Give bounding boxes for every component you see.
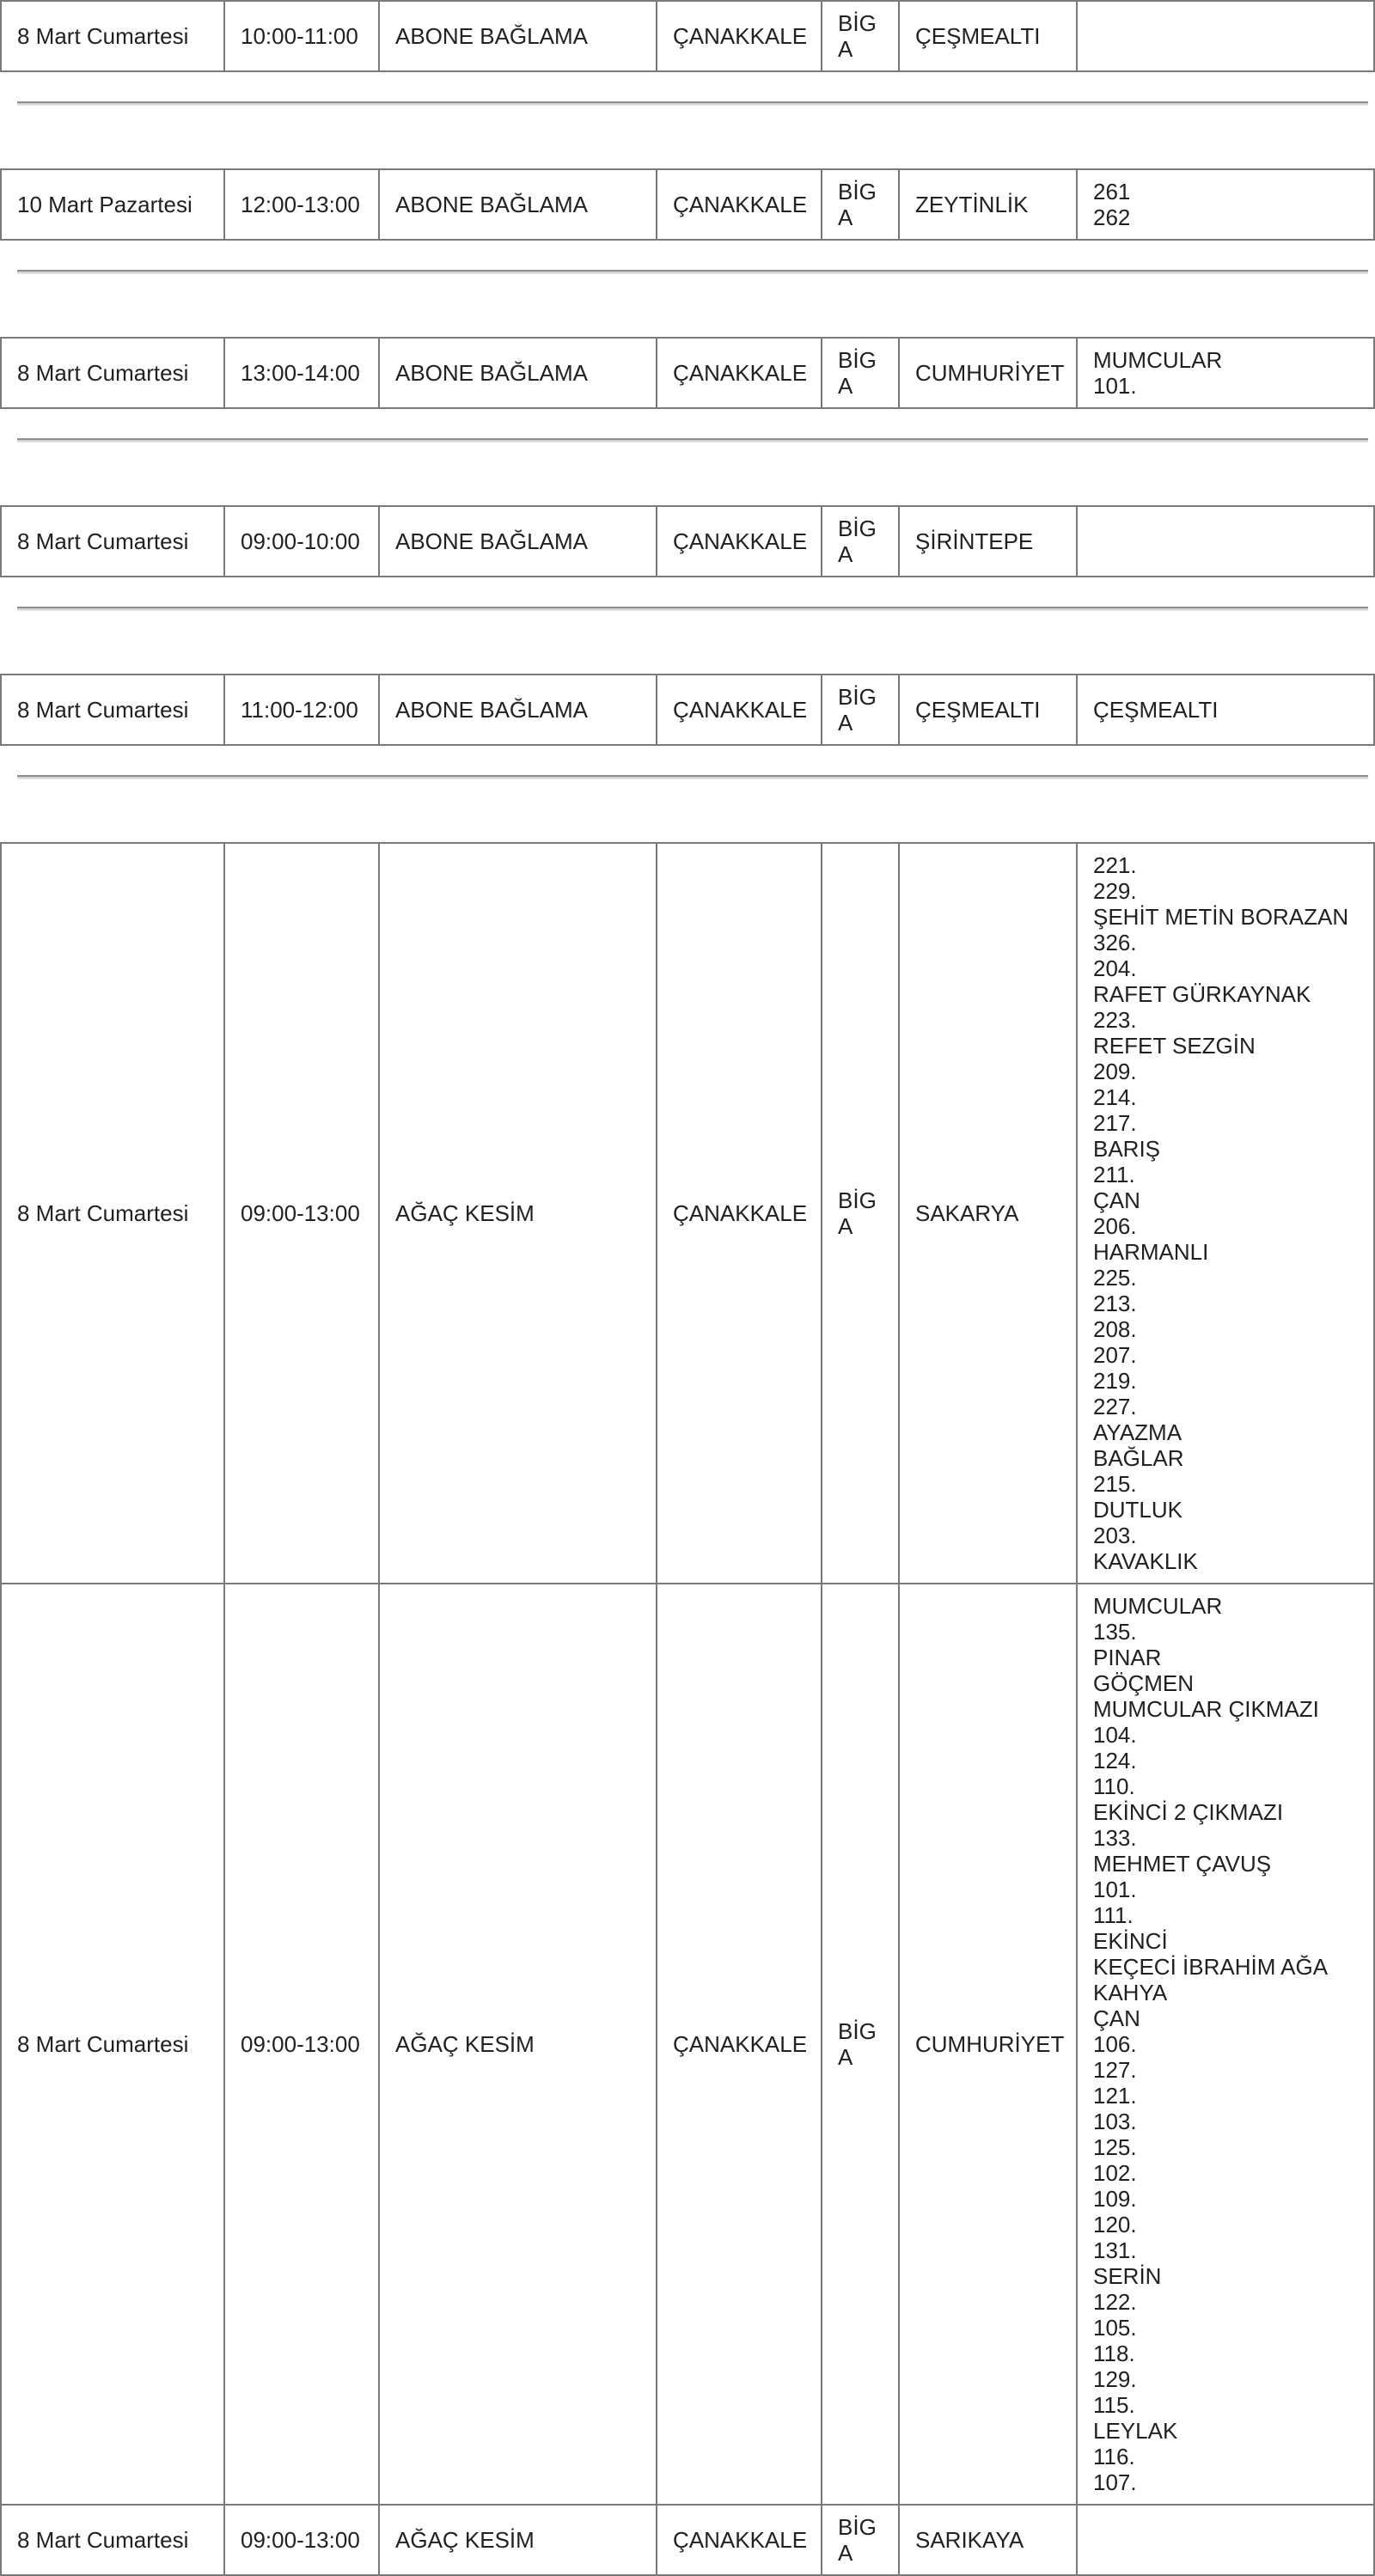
row-gap <box>0 270 1375 337</box>
outage-reason-cell: ABONE BAĞLAMA <box>379 1 657 71</box>
date-cell: 8 Mart Cumartesi <box>1 338 224 408</box>
outage-record <box>0 168 1375 337</box>
outage-reason-cell: AĞAÇ KESİM <box>379 2505 657 2575</box>
street-line: REFET SEZGİN <box>1093 1033 1256 1059</box>
street-line: ÇEŞMEALTI <box>1093 697 1219 723</box>
time-range-cell: 12:00-13:00 <box>224 169 379 240</box>
city-cell: ÇANAKKALE <box>657 1 822 71</box>
street-line: 261 <box>1093 179 1131 204</box>
outage-record-table <box>0 168 1375 241</box>
outage-reason-cell: ABONE BAĞLAMA <box>379 675 657 745</box>
streets-cell <box>1077 1 1374 71</box>
street-line: 211. <box>1093 1162 1135 1187</box>
street-line: RAFET GÜRKAYNAK <box>1093 981 1311 1007</box>
street-line: 116. <box>1093 2444 1135 2469</box>
street-line: MEHMET ÇAVUŞ <box>1093 1851 1272 1877</box>
street-line: 227. <box>1093 1394 1137 1419</box>
street-line: 107. <box>1093 2469 1137 2495</box>
table-row <box>1 169 1374 240</box>
row-gap <box>0 101 1375 168</box>
table-row <box>1 1 1374 71</box>
street-line: 118. <box>1093 2341 1135 2366</box>
date-cell: 8 Mart Cumartesi <box>1 843 224 1584</box>
street-line: HARMANLI <box>1093 1239 1209 1265</box>
outage-reason-cell: ABONE BAĞLAMA <box>379 338 657 408</box>
street-line: 217. <box>1093 1110 1137 1136</box>
date-cell: 8 Mart Cumartesi <box>1 506 224 577</box>
street-line: MUMCULAR <box>1093 1593 1223 1619</box>
street-line: DUTLUK <box>1093 1497 1183 1523</box>
street-line: 326. <box>1093 930 1137 955</box>
streets-cell <box>1077 675 1374 745</box>
district-cell: BİGA <box>822 1 899 71</box>
outage-record <box>0 842 1375 1584</box>
outage-record <box>0 674 1375 842</box>
neighborhood-cell: ÇEŞMEALTI <box>899 1 1077 71</box>
neighborhood-cell: ŞİRİNTEPE <box>899 506 1077 577</box>
streets-cell <box>1077 2505 1374 2575</box>
table-row <box>1 675 1374 745</box>
outage-record <box>0 337 1375 505</box>
neighborhood-cell: ÇEŞMEALTI <box>899 675 1077 745</box>
street-line: 221. <box>1093 852 1137 878</box>
street-line: 213. <box>1093 1291 1137 1316</box>
street-line: 206. <box>1093 1213 1137 1239</box>
row-separator-rule <box>17 607 1368 611</box>
date-cell: 8 Mart Cumartesi <box>1 2505 224 2575</box>
table-row <box>1 2505 1374 2575</box>
street-line: 229. <box>1093 878 1137 904</box>
outage-record-table <box>0 674 1375 746</box>
street-line: ÇAN <box>1093 1187 1140 1213</box>
time-range-cell: 10:00-11:00 <box>224 1 379 71</box>
neighborhood-cell: CUMHURİYET <box>899 338 1077 408</box>
street-line: 208. <box>1093 1316 1137 1342</box>
street-line: BAĞLAR <box>1093 1445 1184 1471</box>
street-line: 219. <box>1093 1368 1137 1394</box>
city-cell: ÇANAKKALE <box>657 675 822 745</box>
row-gap <box>0 775 1375 842</box>
district-cell: BİGA <box>822 2505 899 2575</box>
street-line: 102. <box>1093 2160 1137 2186</box>
streets-cell <box>1077 338 1374 408</box>
street-line: 109. <box>1093 2186 1137 2212</box>
district-cell: BİGA <box>822 506 899 577</box>
city-cell: ÇANAKKALE <box>657 2505 822 2575</box>
time-range-cell: 09:00-13:00 <box>224 1584 379 2505</box>
street-line: 103. <box>1093 2109 1137 2134</box>
street-line: 225. <box>1093 1265 1137 1291</box>
date-cell: 10 Mart Pazartesi <box>1 169 224 240</box>
outage-reason-cell: ABONE BAĞLAMA <box>379 506 657 577</box>
street-line: 129. <box>1093 2366 1137 2392</box>
date-cell: 8 Mart Cumartesi <box>1 1584 224 2505</box>
streets-cell <box>1077 1584 1374 2505</box>
outage-record-table <box>0 842 1375 1584</box>
time-range-cell: 09:00-13:00 <box>224 2505 379 2575</box>
street-line: 122. <box>1093 2289 1137 2315</box>
street-line: 127. <box>1093 2057 1137 2083</box>
row-gap <box>0 438 1375 505</box>
time-range-cell: 09:00-13:00 <box>224 843 379 1584</box>
district-cell: BİGA <box>822 169 899 240</box>
table-row <box>1 843 1374 1584</box>
street-line: LEYLAK <box>1093 2418 1178 2444</box>
street-line: AYAZMA <box>1093 1419 1182 1445</box>
date-cell: 8 Mart Cumartesi <box>1 1 224 71</box>
outage-record <box>0 2504 1375 2576</box>
street-line: KAVAKLIK <box>1093 1548 1198 1574</box>
row-gap <box>0 607 1375 674</box>
city-cell: ÇANAKKALE <box>657 1584 822 2505</box>
street-line: 101. <box>1093 1877 1137 1902</box>
streets-cell <box>1077 169 1374 240</box>
street-line: 131. <box>1093 2237 1137 2263</box>
street-line: 203. <box>1093 1523 1137 1548</box>
street-line: 111. <box>1093 1902 1134 1928</box>
neighborhood-cell: ZEYTİNLİK <box>899 169 1077 240</box>
street-line: 209. <box>1093 1059 1137 1084</box>
row-separator-rule <box>17 101 1368 106</box>
outage-record <box>0 0 1375 168</box>
street-line: 104. <box>1093 1722 1137 1748</box>
outage-record-table <box>0 2504 1375 2576</box>
street-line: 262 <box>1093 204 1131 230</box>
street-line: KAHYA <box>1093 1980 1168 2005</box>
city-cell: ÇANAKKALE <box>657 169 822 240</box>
street-line: 207. <box>1093 1342 1137 1368</box>
street-line: MUMCULAR <box>1093 347 1223 373</box>
street-line: PINAR <box>1093 1645 1162 1670</box>
city-cell: ÇANAKKALE <box>657 506 822 577</box>
table-row <box>1 506 1374 577</box>
time-range-cell: 13:00-14:00 <box>224 338 379 408</box>
streets-cell <box>1077 843 1374 1584</box>
street-line: 223. <box>1093 1007 1137 1033</box>
table-row <box>1 1584 1374 2505</box>
street-line: 204. <box>1093 955 1137 981</box>
street-line: EKİNCİ <box>1093 1928 1168 1954</box>
street-line: SERİN <box>1093 2263 1162 2289</box>
streets-cell <box>1077 506 1374 577</box>
street-line: 135. <box>1093 1619 1137 1645</box>
outage-record-table <box>0 0 1375 72</box>
street-line: 215. <box>1093 1471 1137 1497</box>
street-line: 125. <box>1093 2134 1137 2160</box>
street-line: KEÇECİ İBRAHİM AĞA <box>1093 1954 1329 1980</box>
street-line: GÖÇMEN <box>1093 1670 1194 1696</box>
street-line: 124. <box>1093 1748 1137 1773</box>
street-line: 106. <box>1093 2031 1137 2057</box>
row-separator-rule <box>17 438 1368 443</box>
row-separator-rule <box>17 270 1368 274</box>
street-line: 105. <box>1093 2315 1137 2341</box>
outage-record-table <box>0 337 1375 409</box>
outage-record <box>0 505 1375 674</box>
street-line: ŞEHİT METİN BORAZAN <box>1093 904 1349 930</box>
street-line: 110. <box>1093 1773 1135 1799</box>
street-line: 101. <box>1093 373 1137 399</box>
outage-record-table <box>0 1583 1375 2506</box>
time-range-cell: 11:00-12:00 <box>224 675 379 745</box>
date-cell: 8 Mart Cumartesi <box>1 675 224 745</box>
street-line: 121. <box>1093 2083 1137 2109</box>
outage-reason-cell: ABONE BAĞLAMA <box>379 169 657 240</box>
table-row <box>1 338 1374 408</box>
street-line: 120. <box>1093 2212 1137 2237</box>
district-cell: BİGA <box>822 338 899 408</box>
district-cell: BİGA <box>822 675 899 745</box>
city-cell: ÇANAKKALE <box>657 843 822 1584</box>
outage-reason-cell: AĞAÇ KESİM <box>379 1584 657 2505</box>
street-line: 115. <box>1093 2392 1135 2418</box>
street-line: ÇAN <box>1093 2005 1140 2031</box>
neighborhood-cell: CUMHURİYET <box>899 1584 1077 2505</box>
time-range-cell: 09:00-10:00 <box>224 506 379 577</box>
row-separator-rule <box>17 775 1368 779</box>
district-cell: BİGA <box>822 843 899 1584</box>
neighborhood-cell: SAKARYA <box>899 843 1077 1584</box>
street-line: EKİNCİ 2 ÇIKMAZI <box>1093 1799 1284 1825</box>
city-cell: ÇANAKKALE <box>657 338 822 408</box>
street-line: 214. <box>1093 1084 1137 1110</box>
district-cell: BİGA <box>822 1584 899 2505</box>
neighborhood-cell: SARIKAYA <box>899 2505 1077 2575</box>
outage-reason-cell: AĞAÇ KESİM <box>379 843 657 1584</box>
street-line: 133. <box>1093 1825 1137 1851</box>
street-line: MUMCULAR ÇIKMAZI <box>1093 1696 1319 1722</box>
outage-record-table <box>0 505 1375 577</box>
outage-record <box>0 1583 1375 2506</box>
street-line: BARIŞ <box>1093 1136 1161 1162</box>
